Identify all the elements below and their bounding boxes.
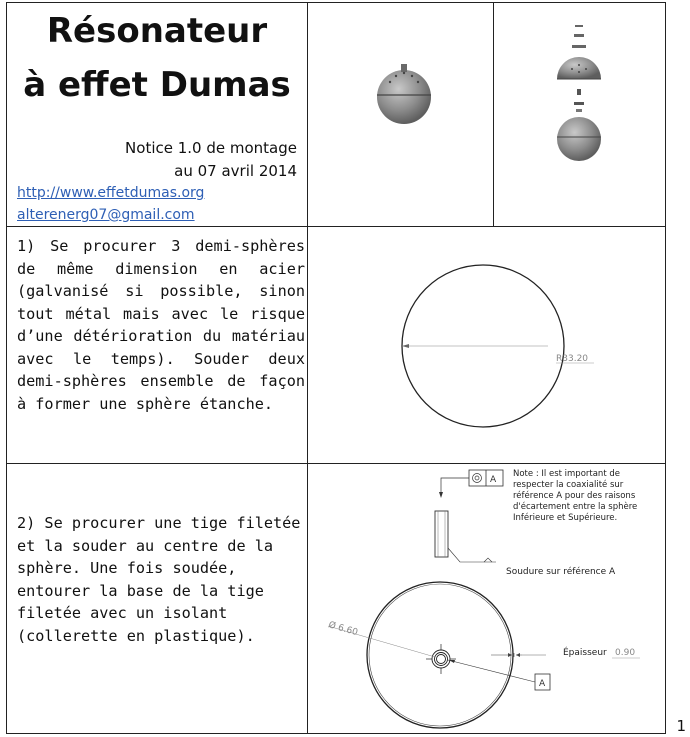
rod-welding-drawing xyxy=(308,464,665,733)
svg-text:Note : Il est important de xyxy=(513,469,640,523)
note-line-2: respecter la coaxialité sur xyxy=(513,480,624,490)
thickness-value: 0.90 xyxy=(615,648,636,658)
step-2-drawing-cell xyxy=(308,464,665,733)
notice-line-2: au 07 avril 2014 xyxy=(174,162,297,180)
email-link[interactable]: alterenerg07@gmail.com xyxy=(17,207,195,223)
exploded-sphere-illustration xyxy=(494,3,665,226)
coaxiality-ref-letter: A xyxy=(490,475,497,485)
title-line-2: à effet Dumas xyxy=(23,65,291,105)
reference-a-letter: A xyxy=(539,679,546,689)
note-line-4: d'écartement entre la sphère xyxy=(513,502,638,512)
page-number: 1 xyxy=(676,717,686,735)
thickness-label: Épaisseur xyxy=(563,648,607,658)
notice-line-1: Notice 1.0 de montage xyxy=(125,139,297,157)
document-table xyxy=(6,2,666,734)
step-1-drawing-cell xyxy=(308,227,665,463)
step-1-text-cell xyxy=(7,227,307,463)
step-2-text: 2) Se procurer une tige filetée et la souder au centre de la sphère. Une fois soudée, entourer la base de la tige filetée avec un isolant (collerette en plastique). xyxy=(17,514,301,645)
header-cell xyxy=(7,3,307,226)
weld-label: Soudure sur référence A xyxy=(506,567,616,577)
note-line-1: Note : Il est important de xyxy=(513,469,620,479)
radius-label: R33.20 xyxy=(556,354,589,364)
exploded-view-cell xyxy=(494,3,665,226)
website-link[interactable]: http://www.effetdumas.org xyxy=(17,185,205,201)
note-line-5: Inférieure et Supérieure. xyxy=(513,513,618,523)
threaded-rod xyxy=(435,511,448,557)
note-line-3: référence A pour des raisons xyxy=(513,491,636,501)
step-2-text-cell xyxy=(7,464,307,733)
title-line-1: Résonateur xyxy=(46,11,268,51)
assembled-sphere-illustration xyxy=(308,3,493,226)
sphere-radius-drawing xyxy=(308,227,665,463)
assembled-sphere-cell xyxy=(308,3,493,226)
step-1-text: 1) Se procurer 3 demi-sphères de même dimension en acier (galvanisé si possible, sinon tout métal mais avec le risque d’une détérioration du matériau avec le temps). Souder deux demi-sphères ensemble de façon à former une sphère étanche. xyxy=(17,237,305,413)
diameter-label: Ø 6.60 xyxy=(327,620,359,639)
